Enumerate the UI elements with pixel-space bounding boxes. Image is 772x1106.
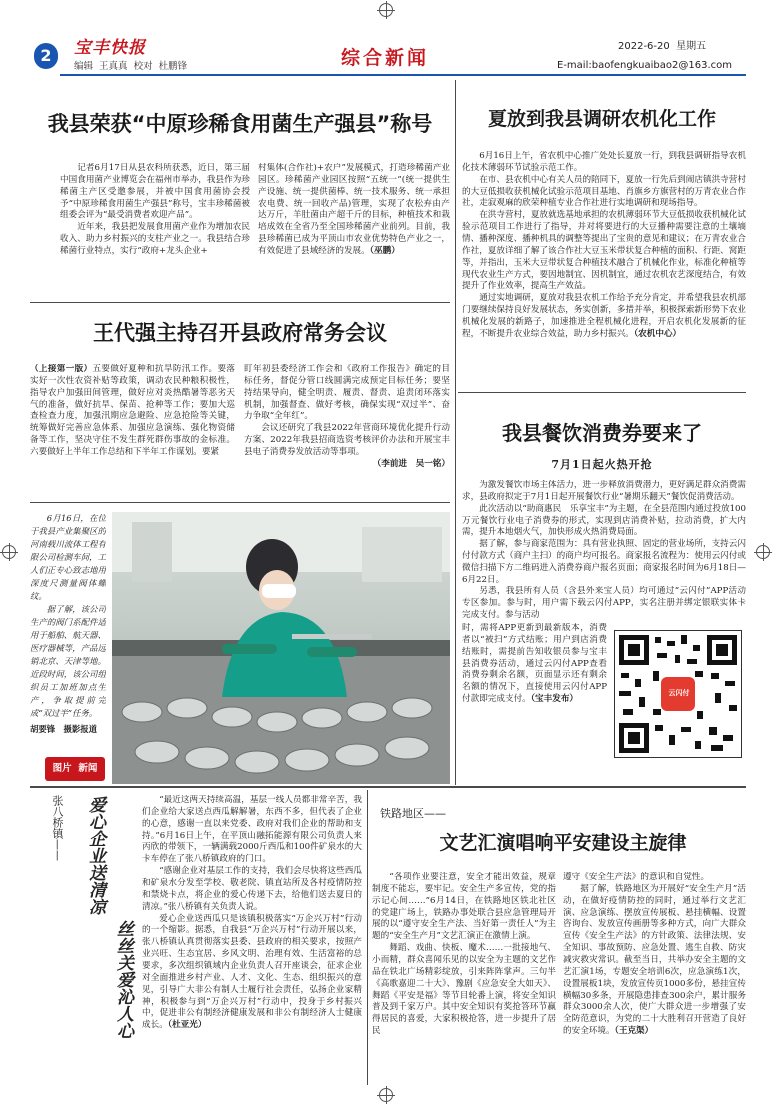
a5-vertical-tag: 张八桥镇—— [51,795,64,861]
a4-paragraph: 为激发餐饮市场主体活力，进一步释放消费潜力，更好满足群众消费需求，县政府拟定于7月1日起开展餐饮行业“暑期乐翻天”餐饮促消费活动。 [462,480,746,502]
divider-a1-a2 [30,302,450,303]
a5-paragraph-text: 爱心企业送西瓜只是该镇积极落实“万企兴万村”行动的一个缩影。据悉，自我县“万企兴万村”行动开展以来，张八桥镇认真贯彻落实县委、县政府的相关要求，按照产业兴旺、生态宜居、乡风文明、治理有效、生活富裕的总要求，多次组织镇域内企业负责人召开座谈会，征求企业对全面推进乡村产业、人才、文化、生态、组织振兴的意见，引导广大非公有制人士履行社会责任，弘扬企业家精神，积极参与到“万企兴万村”行动中，投身于乡村振兴中，促进非公有制经济健康发展和非公有制经济人士健康成长。 [142,913,362,1031]
page-number-badge: 2 [34,43,58,69]
qr-code[interactable] [614,630,742,758]
a1-byline: （巫鹏） [369,246,400,257]
a1-paragraph: 记者6月17日从县农科所获悉，近日，第三届中国食用菌产业博览会在福州市举办，我县作为珍稀菌主产区受邀参展，并被中国食用菌协会授予“中原珍稀食用菌生产强县”称号，宝丰珍稀菌被组委会评为“最受消费者欢迎产品”。 [60,163,250,221]
a2-paragraph: 盯年初县委经济工作会和《政府工作报告》确定的目标任务，督促分管口线圆满完成预定目标任务；要坚持结果导向，健全明责、履责、督责、追责闭环落实机制，加强督查、做好考核，确保实现“双过半”、奋力争取“全年红”。 [244,364,450,422]
a6-byline: （王克渠） [614,1026,654,1037]
section-title: 综合新闻 [340,47,429,69]
divider-bottom-section [30,786,746,788]
a6-paragraph [563,884,746,1038]
factory-photo-illustration [112,512,450,784]
a3-headline: 夏放到我县调研农机化工作 [487,108,716,130]
masthead-rule [60,74,746,76]
a1-col2 [258,163,450,298]
a5-paragraph [142,914,362,1033]
divider-a3-a4 [458,392,746,393]
a5-byline: （杜亚光） [167,1020,207,1031]
a4-paragraph: 此次活动以“助商惠民 乐享宝丰”为主题，在全县范围内通过投放100万元餐饮行业电子消费券的形式，实现到店消费补贴，拉动消费，扩大内需，提升本地烟火气，加快形成火热消费局面。 [462,503,746,538]
registration-mark-left [2,545,16,559]
photo-caption-text: 6月16日，在位于我县产业集聚区的河南载川流体工程有限公司检测车间，工人们正专心致志地用深度尺测量阀体螺纹。 [30,513,106,602]
a4-byline: （宝丰发布） [530,694,579,705]
a3-paragraph: 在洪寺营村，夏放就选基地承担的农机薄弱环节大豆低损收获机械化试验示范项目工作进行了指导，并对将要进行的大豆播种需要注意的土壤墒情、播种深度、播种机具的调整等提出了宝贵的意见和建议；在万青农业合作社，夏放详细了解了该合作社大豆玉米带状复合种植的面积、行距、窝距等，并指出，玉米大豆带状复合种植技术融合了机械化作业，标准化种植等现代农业生产方式，要因地制宜、因机制宜，通过农机农艺深度结合，有效提升了作业效率，提高生产效益。 [462,210,746,292]
a1-headline: 我县荣获“中原珍稀食用菌生产强县”称号 [47,112,433,136]
a2-paragraph: 会议还研究了我县2022年营商环境优化提升行动方案、2022年我县招商选资考核评价办法和开展宝丰县电子消费券发放活动等事项。 [244,423,450,458]
contact-email: E-mail:baofengkuaibao2@163.com [557,60,732,71]
a2-body: 五要做好夏种和抗旱防汛工作。要落实好一次性农资补贴等政策，调动农民种粮积极性，指导农户加强田间管理，做好应对炎热酷暑等恶劣天气的准备，做好抗旱、保苗、抢种等工作；要加大巡查检查力度，加强汛期应急避险、应急抢险等关键，统筹做好完善应急体系、加强应急演练、强化物资储备等工作，坚决守住不发生群死群伤事故的金标准。六要做好上半年工作总结和下半年工作谋划。要紧 [30,364,235,458]
a6-paragraph: 舞蹈、戏曲、快板、魔术……一批接地气、小而精，群众喜闻乐见的以安全为主题的文艺作品在铁北广场精彩绽放，引来阵阵掌声。三句半《高歌嘉迎二十大》、豫剧《应急安全大如天》、舞蹈《平安是福》等节目轮番上演，将安全知识普及到千家万户。其中安全知识有奖抢答环节赢得居民的喜爱，大家积极抢答，进一步提升了居民 [372,943,556,1037]
registration-mark-top [379,3,393,17]
a3-byline: （农机中心） [633,328,682,339]
a1-paragraph [258,163,450,258]
photo-caption [30,512,106,762]
a3-paragraph-text: 通过实地调研，夏放对我县农机工作给予充分肯定，并希望我县农机部门要继续保持良好发展状态，务实创新，多措并举，积极探索新形势下农业机械化发展的新路子，加速推进全程机械化进程，开启农机化发展新的征程，不断提升农业综合效益，助力乡村振兴。 [462,293,746,339]
registration-mark-right [756,545,770,559]
a6-headline: 文艺汇演唱响平安建设主旋律 [439,832,687,854]
weekday-text: 星期五 [676,41,707,52]
a6-kicker: 铁路地区—— [380,807,446,820]
picture-news-label [45,757,105,781]
a3-paragraph [462,293,746,340]
a2-headline: 王代强主持召开县政府常务会议 [93,321,387,345]
issue-date [618,40,706,54]
a1-col1 [60,163,250,298]
column-divider-bottom [367,790,368,1085]
label-news: 新闻 [78,763,98,774]
factory-photo [112,512,450,784]
registration-mark-bottom [379,1088,393,1102]
a6-col2 [563,872,746,1086]
a2-col1 [30,364,235,498]
a3-paragraph: 在市、县农机中心有关人员的陪同下，夏放一行先后到闹店镇洪寺营村的大豆低损收获机械化试验示范项目基地、肖旗乡方旗营村的万青农业合作社，走寂观麻的欣荣种植专业合作社进行实地调研和现场指导。 [462,174,746,209]
a5-paragraph: “最近这两天持续高温，基层一线人员都非常辛苦，我们企业给大家送点西瓜解解暑，东西不多，但代表了企业的心意，感谢一直以来党委、政府对我们企业的帮助和支持。”6月16日上午，在平顶山融拓能源有限公司负责人来丙欣的带领下，一辆满载2000斤西瓜和100件矿泉水的大卡车停在了张八桥镇政府的门口。 [142,795,362,865]
divider-a2-photo [30,502,450,503]
a4-headline: 我县餐饮消费券要来了 [502,421,702,445]
a6-paragraph: 遵守《安全生产法》的意识和自觉性。 [563,872,710,882]
a3-paragraph: 6月16日上午，省农机中心推广处处长夏放一行，到我县调研指导农机化技术薄弱环节试验示范工作。 [462,151,746,173]
qr-center-label: 云闪付 [668,689,690,697]
a4-subtitle: 7月1日起火热开抢 [551,458,653,471]
editor-line: 编辑 王真真 校对 杜鹏锋 [74,61,188,72]
label-picture: 图片 [52,763,72,774]
a3-body [462,151,746,388]
a2-col2 [244,364,450,498]
a5-body [142,795,362,1085]
a1-paragraph: 近年来，我县把发展食用菌产业作为增加农民收入、助力乡村振兴的支柱产业之一。我县结合珍稀菌行业特点，实行“政府+龙头企业+ [60,222,250,257]
a4-body-top [462,480,746,584]
a6-col1 [372,872,556,1086]
a4-body-mid [462,586,746,622]
a4-body-bottom [462,623,607,783]
a6-paragraph-text: 据了解，铁路地区为开展好“安全生产月”活动，在做好疫情防控的同时，通过举行文艺汇演、应急演练、摆放宣传展板、悬挂横幅、设置咨询台、发放宣传画册等多种方式，向广大群众宣传《安全生产法》的方针政策、法律法规、安全知识、事故预防、应急处置、逃生自救、防灾减灾救灾常识。截至当日，共举办安全主题的文艺汇演1场，专题安全培训6次，应急演练1次，设置展板1块，发放宣传页1000多份，悬挂宣传横幅30多条，开展隐患排查300余户，累计服务群众3000余人次，使广大群众进一步增强了安全防范意识，为党的二十大胜利召开营造了良好的安全环境。 [563,883,746,1037]
a5-vertical-title-2: 丝丝关爱沁人心 [113,920,133,1039]
a5-paragraph: “感谢企业对基层工作的支持，我们会尽快将这些西瓜和矿泉水分发至学校、敬老院、镇直站所及各村疫情防控和禁烧卡点，将企业的爱心传递下去，给他们送去夏日的清凉。”张八桥镇有关负责人说。 [142,866,362,912]
photo-credit: 胡要锋 摄影报道 [30,724,97,735]
column-divider-right [455,80,456,785]
a5-vertical-title-1: 爱心企业送清凉 [85,796,105,915]
date-text: 2022-6-20 [618,41,670,52]
photo-caption-text-2: 据了解，该公司生产的阀门系配件适用于船舶、航天器、医疗器械等，产品远销北京、天津等地。近段时间，该公司组织员工加班加点生产，争取提前完成“双过半”任务。 [30,604,106,719]
a1-body: 村集体(合作社)+农户”发展模式，打造珍稀菌产业园区。珍稀菌产业园区按照“五统一”(统一提供生产设施、统一提供菌棒、统一技术服务、统一承担农电费、统一回收产品)管理，实现了农松弃由产达万斤，羊肚菌由产超千斤的目标，种植技术和栽培成效在全省乃至全国珍稀菌产业前列。目前，我县珍稀菌已成为平顶山市农业优势特色产业之一，有效促进了县域经济的发展。 [258,163,450,257]
a4-paragraph: 另悉，我县所有人员（含县外来宝人员）均可通过“云闪付”APP活动专区参加。参与时，用户需下载云闪付APP，实名注册并绑定银联实体卡完成支付。参与活动 [462,586,746,620]
a4-paragraph-text: 时，需将APP更新到最新版本，消费者以“被扫”方式结账；用户到店消费结账时，需提前告知收银员参与宝丰县消费券活动，通过云闪付APP查看消费券剩余名额，页面显示还有剩余名额的情况下，直接使用云闪付APP付款即完成支付。 [462,623,607,705]
a2-lead: （上接第一版） [30,364,93,374]
paper-name: 宝丰快报 [74,38,146,58]
a4-paragraph [462,623,607,706]
a6-paragraph: “各项作业要注意，安全才能出效益，规章制度不能忘，要牢记。安全生产多宣传，党的指示记心间……”6月14日，在铁路地区铁北社区的党建广场上，铁路办事处联合县应急管理局开展的以“遵守安全生产法、当好第一责任人”为主题的“安全生产月”文艺汇演正在激情上演。 [372,872,556,942]
a2-byline: （李前进 吴一铭） [372,458,450,469]
a2-paragraph [30,364,235,459]
a4-paragraph: 据了解，参与商家范围为：具有营业执照、固定的营业场所，支持云闪付付款方式（商户主扫）的商户均可报名。商家报名流程为：使用云闪付或微信扫描下方二维码进入消费券商户报名页面；商家报名时间为6月18日—6月22日。 [462,539,746,584]
